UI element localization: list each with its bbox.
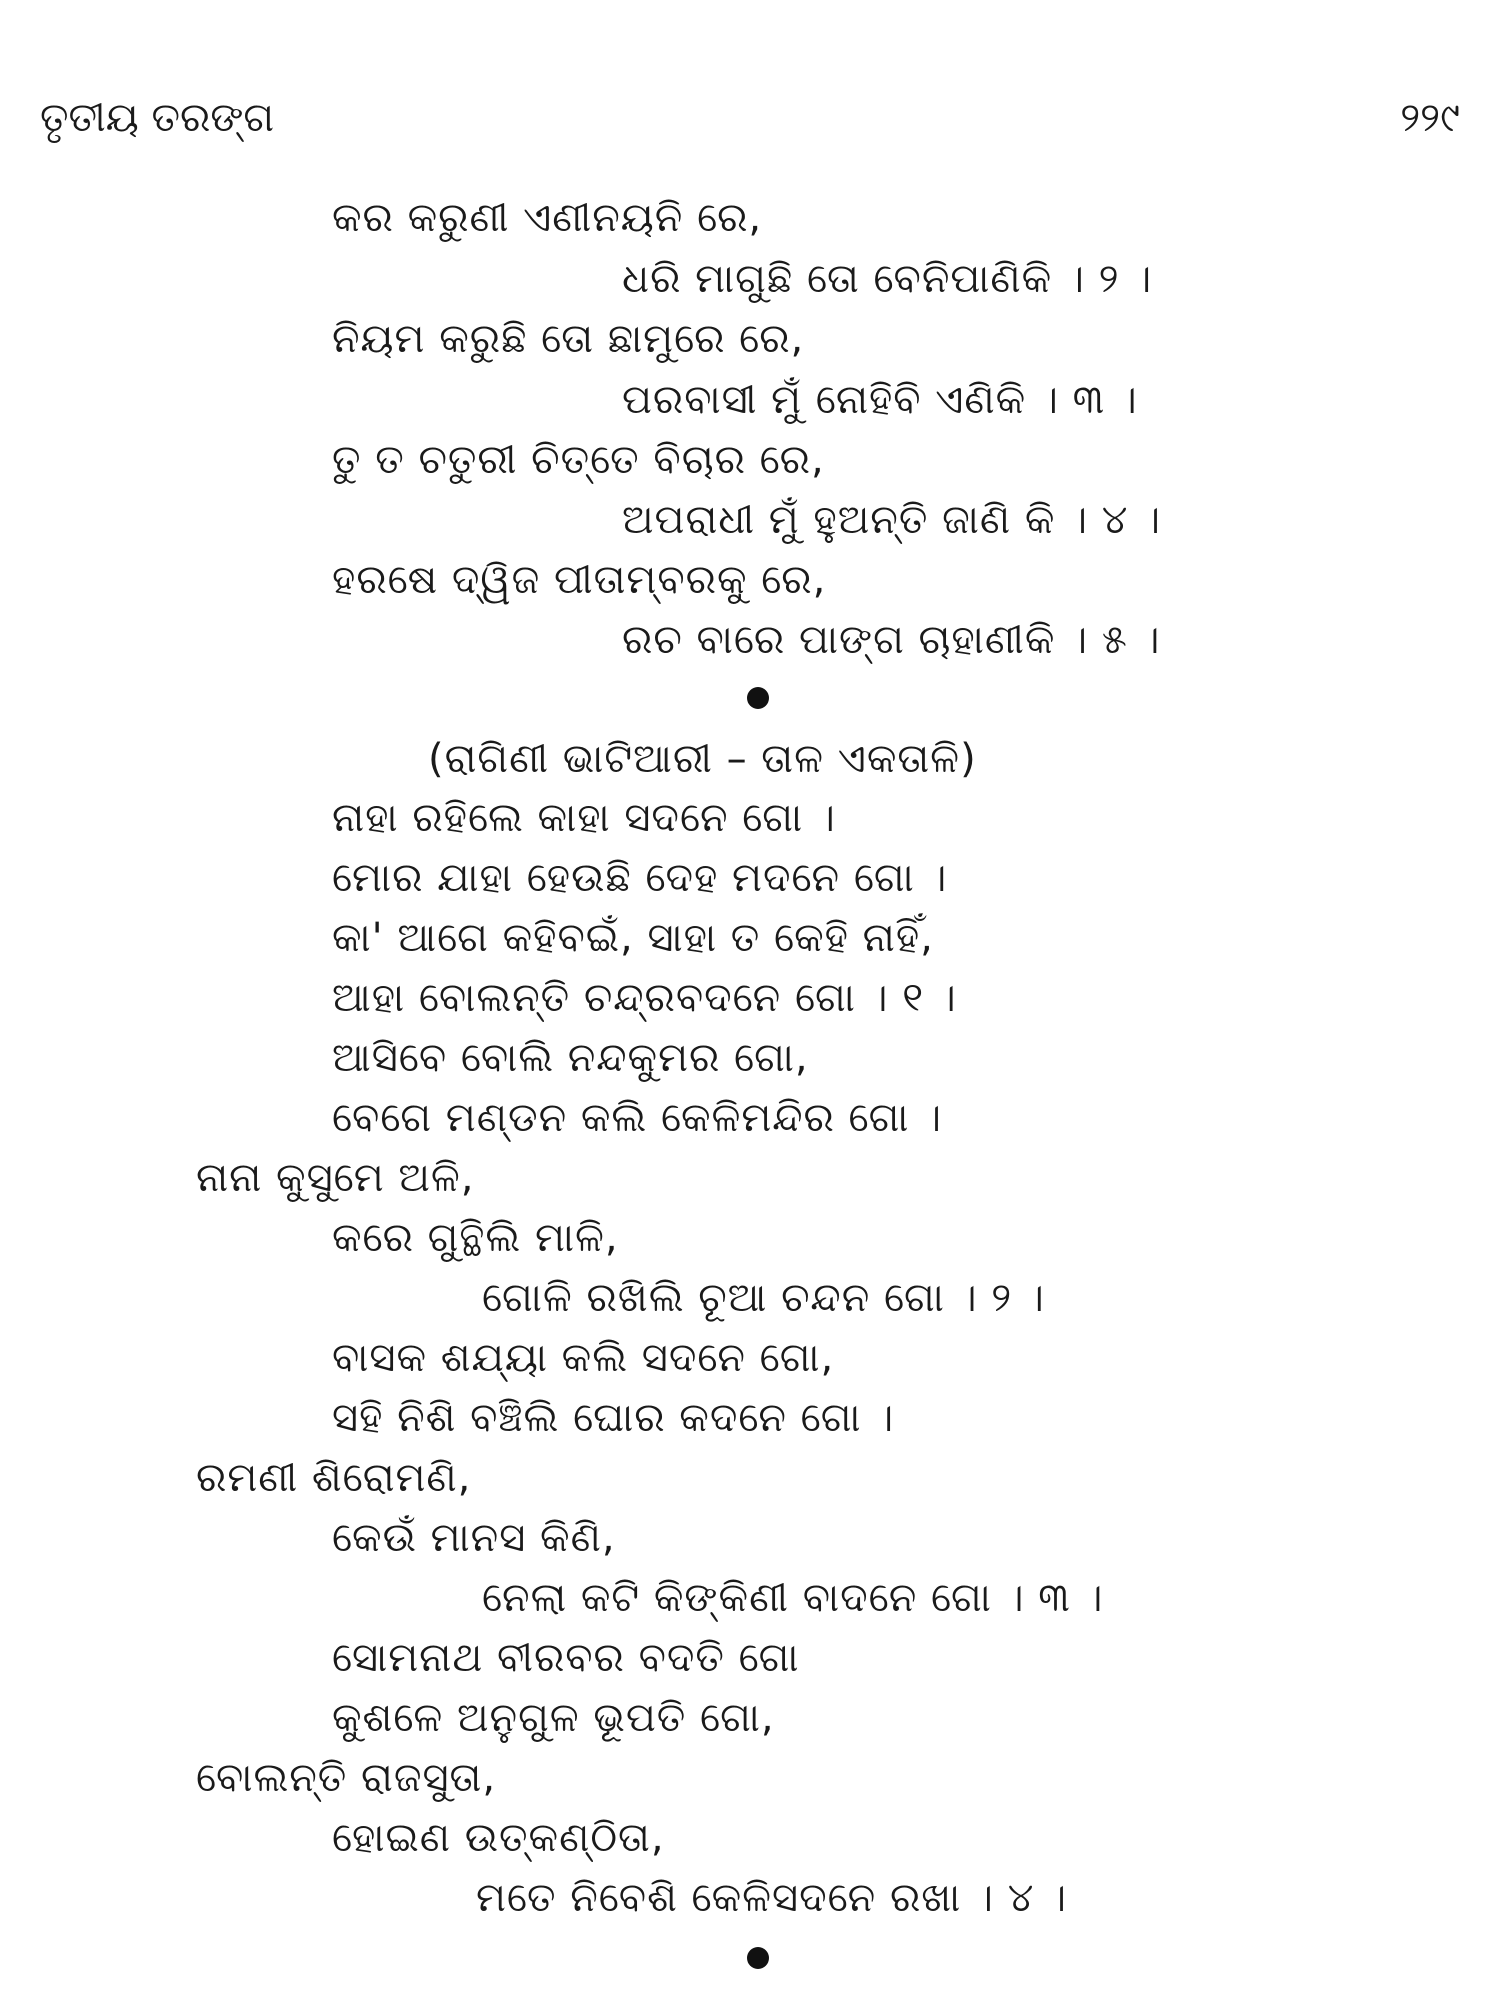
page-number: ୨୨୯: [1400, 95, 1460, 141]
verse-line: ହରଷେ ଦ୍ୱିଜ ପୀତାମ୍ବରକୁ ରେ,: [332, 557, 827, 603]
chapter-title: ତୃତୀୟ ତରଙ୍ଗ: [40, 95, 275, 141]
verse-line: ପରବାସୀ ମୁଁ ନୋହିବି ଏଣିକି । ୩ ।: [622, 377, 1138, 423]
section-divider-bullet: [747, 687, 769, 709]
verse-line: ଧରି ମାଗୁଛି ତୋ ବେନିପାଣିକି । ୨ ।: [622, 256, 1153, 302]
verse-line: ହୋଇଣ ଉତ୍କଣ୍ଠିତା,: [332, 1815, 665, 1861]
verse-line: ନେଲା କଟି କିଙ୍କିଣୀ ବାଦନେ ଗୋ । ୩ ।: [482, 1575, 1104, 1621]
verse-line: ଆସିବେ ବୋଲି ନନ୍ଦକୁମର ଗୋ,: [332, 1035, 809, 1081]
verse-line: ବୋଲନ୍ତି ରାଜସୁତା,: [196, 1755, 497, 1801]
verse-line: ନାହା ରହିଲେ କାହା ସଦନେ ଗୋ ।: [332, 795, 836, 841]
verse-line: ବେଗେ ମଣ୍ଡନ କଲି କେଳିମନ୍ଦିର ଗୋ ।: [332, 1095, 943, 1141]
verse-line: କର କରୁଣୀ ଏଣୀନୟନି ରେ,: [332, 195, 763, 241]
verse-line: ନିୟମ କରୁଛି ତୋ ଛାମୁରେ ରେ,: [332, 316, 805, 362]
verse-line: କେଉଁ ମାନସ କିଣି,: [332, 1515, 616, 1561]
raga-heading: (ରାଗିଣୀ ଭାଟିଆରୀ – ତାଳ ଏକତାଳି): [428, 736, 977, 782]
verse-line: ଆହା ବୋଲନ୍ତି ଚନ୍ଦ୍ରବଦନେ ଗୋ । ୧ ।: [332, 975, 957, 1021]
verse-line: ନାନା କୁସୁମେ ଅଳି,: [196, 1155, 475, 1201]
verse-line: ମୋର ଯାହା ହେଉଛି ଦେହ ମଦନେ ଗୋ ।: [332, 855, 948, 901]
verse-line: ଗୋଳି ରଖିଲି ଚୂଆ ଚନ୍ଦନ ଗୋ । ୨ ।: [482, 1275, 1045, 1321]
verse-line: ମତେ ନିବେଶି କେଳିସଦନେ ରଖା । ୪ ।: [476, 1875, 1068, 1921]
verse-line: ରଚ ବାରେ ପାଙ୍ଗ ଚାହାଣୀକି । ୫ ।: [622, 617, 1161, 663]
verse-line: କୁଶଳେ ଅନୁଗୁଳ ଭୂପତି ଗୋ,: [332, 1695, 775, 1741]
verse-line: ବାସକ ଶଯ୍ୟା କଲି ସଦନେ ଗୋ,: [332, 1335, 835, 1381]
verse-line: ସୋମନାଥ ବୀରବର ବଦତି ଗୋ: [332, 1635, 800, 1681]
section-divider-bullet: [747, 1947, 769, 1969]
verse-line: ରମଣୀ ଶିରୋମଣି,: [196, 1455, 472, 1501]
verse-line: କରେ ଗୁନ୍ଥିଲି ମାଳି,: [332, 1215, 619, 1261]
verse-line: ତୁ ତ ଚତୁରୀ ଚିତ୍ତେ ବିଚାର ରେ,: [332, 437, 825, 483]
verse-line: ସହି ନିଶି ବଞ୍ଚିଲି ଘୋର କଦନେ ଗୋ ।: [332, 1395, 895, 1441]
verse-line: ଅପରାଧୀ ମୁଁ ହୁଅନ୍ତି ଜାଣି କି । ୪ ।: [622, 497, 1162, 543]
verse-line: କା' ଆଗେ କହିବଇଁ, ସାହା ତ କେହି ନାହିଁ,: [332, 915, 934, 961]
